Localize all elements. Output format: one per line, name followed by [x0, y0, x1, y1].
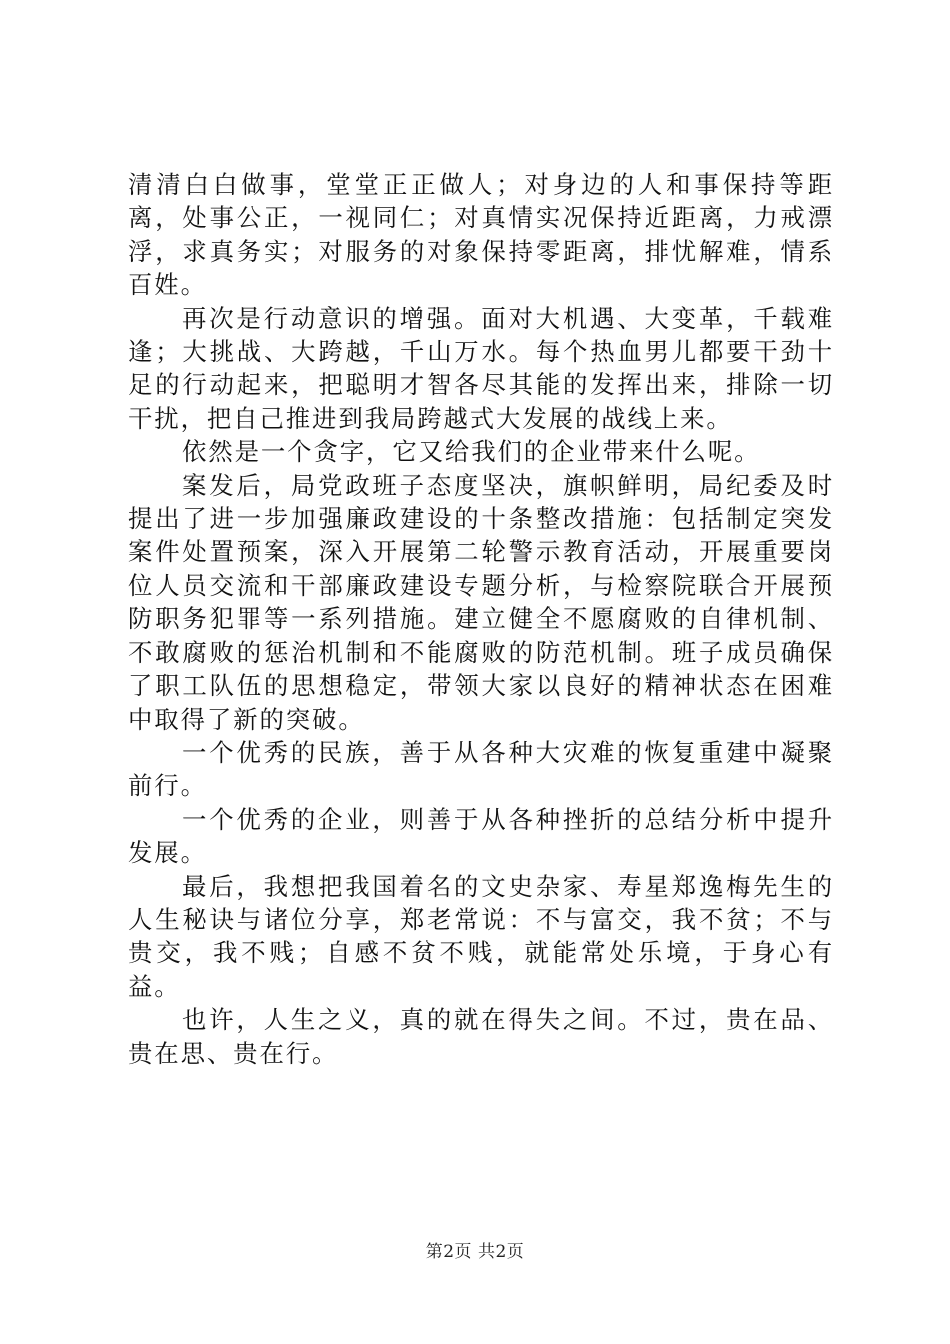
page-number-label: 第2页 共2页 — [425, 1242, 525, 1262]
paragraph-3: 依然是一个贪字，它又给我们的企业带来什么呢。 — [182, 437, 761, 467]
paragraph-4: 案发后，局党政班子态度坚决，旗帜鲜明，局纪委及时提出了进一步加强廉政建设的十条整改措施：包括制定突发案件处置预案，深入开展第二轮警示教育活动，开展重要岗位人员交流和干部廉政建设专题分析，与检察院联合开展预防职务犯罪等一系列措施。建立健全不愿腐败的自律机制、不敢腐败的惩治机制和不能腐败的防范机制。班子成员确保了职工队伍的思想稳定，带领大家以良好的精神状态在困难中取得了新的突破。 — [128, 470, 834, 734]
paragraph-8: 也许，人生之义，真的就在得失之间。不过，贵在品、贵在思、贵在行。 — [128, 1005, 834, 1068]
paragraph-5: 一个优秀的民族，善于从各种大灾难的恢复重建中凝聚前行。 — [128, 737, 834, 801]
paragraph-7: 最后，我想把我国着名的文史杂家、寿星郑逸梅先生的人生秘诀与诸位分享，郑老常说：不与富交，我不贫；不与贵交，我不贱；自感不贫不贱，就能常处乐境，于身心有益。 — [128, 871, 834, 1001]
paragraph-1: 清清白白做事，堂堂正正做人；对身边的人和事保持等距离，处事公正，一视同仁；对真情实况保持近距离，力戒漂浮，求真务实；对服务的对象保持零距离，排忧解难，情系百姓。 — [128, 170, 834, 300]
paragraph-2: 再次是行动意识的增强。面对大机遇、大变革，千载难逢；大挑战、大跨越，千山万水。每个热血男儿都要干劲十足的行动起来，把聪明才智各尽其能的发挥出来，排除一切干扰，把自己推进到我局跨越式大发展的战线上来。 — [128, 303, 834, 433]
document-body — [128, 168, 834, 1070]
paragraph-6: 一个优秀的企业，则善于从各种挫折的总结分析中提升发展。 — [128, 804, 834, 868]
page-footer — [0, 1240, 950, 1264]
